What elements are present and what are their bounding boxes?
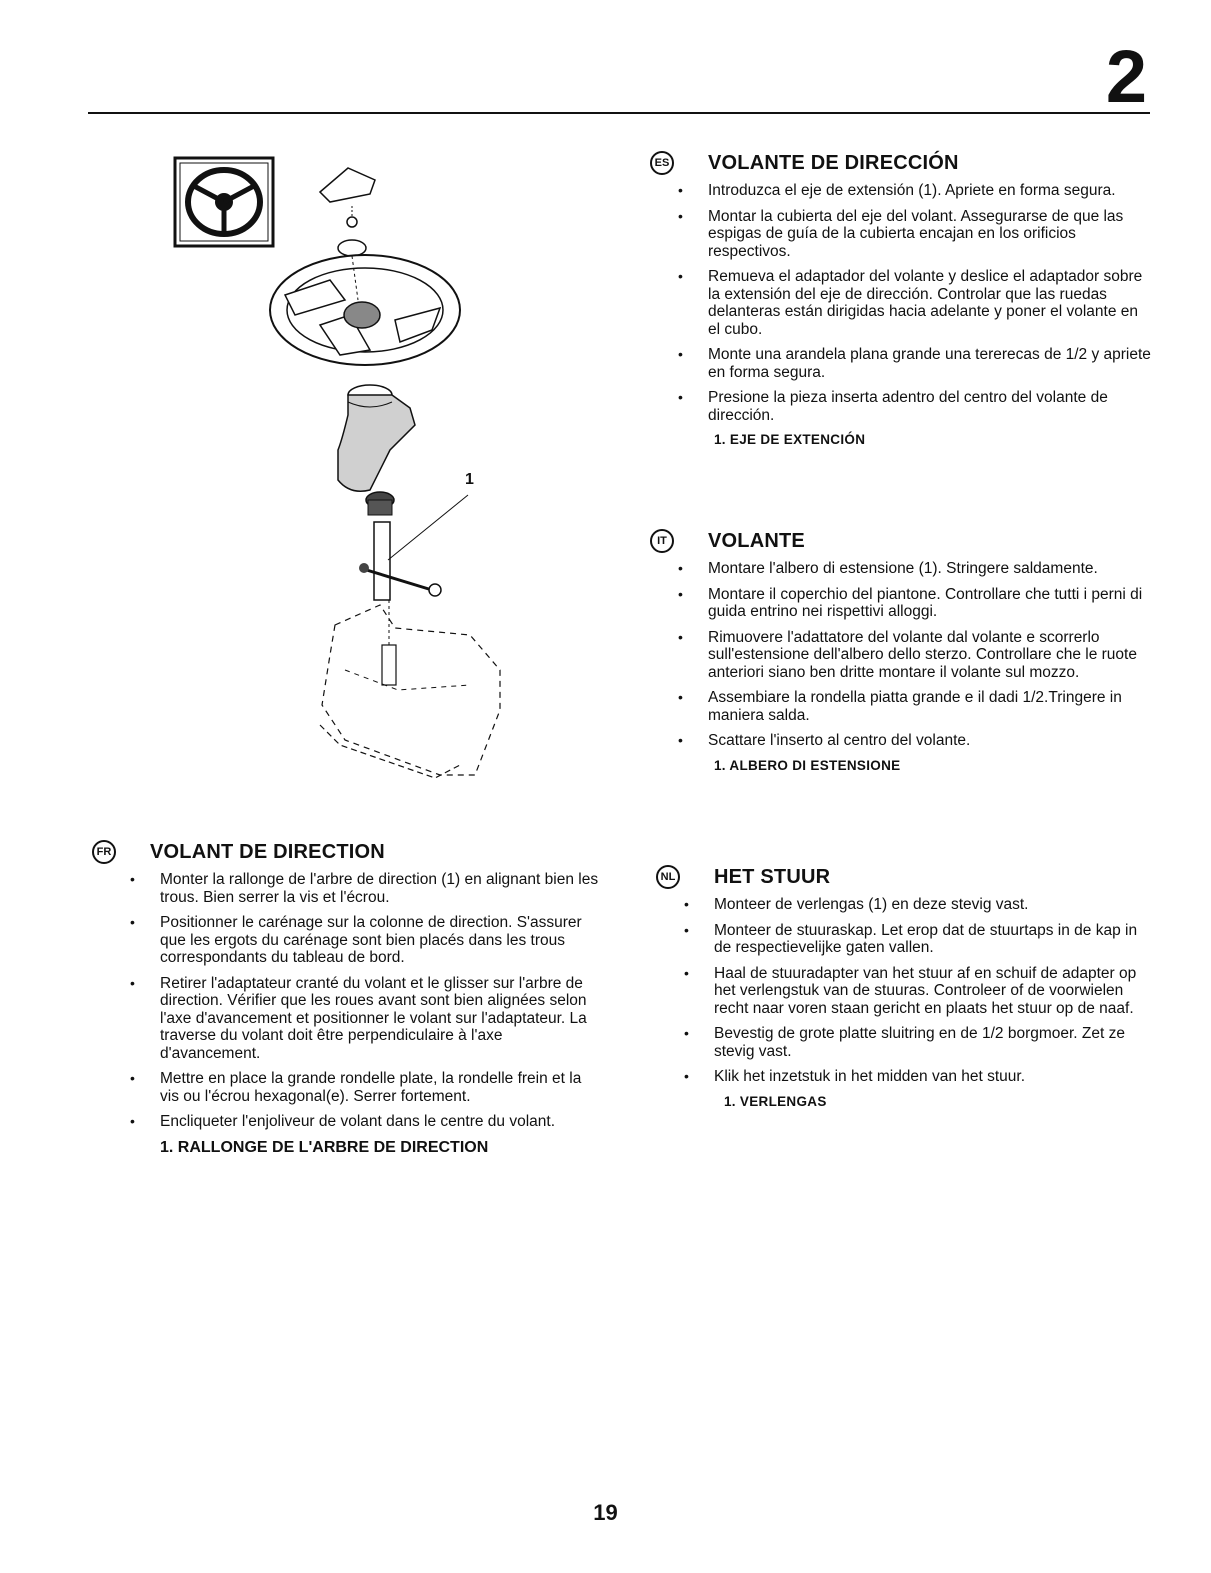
list-item: • Monteer de verlengas (1) en deze stevig vast. bbox=[714, 896, 1154, 914]
header-rule bbox=[88, 112, 1150, 114]
section-nl-header bbox=[660, 860, 1154, 894]
section-it bbox=[657, 524, 1154, 773]
list-item: • Presione la pieza inserta adentro del centro del volante de dirección. bbox=[708, 389, 1154, 424]
language-fr-icon: FR bbox=[92, 840, 116, 864]
section-es bbox=[654, 146, 1154, 447]
language-nl-icon: NL bbox=[656, 865, 680, 889]
list-item: • Monter la rallonge de l'arbre de direction (1) en alignant bien les trous. Bien serrer la vis et l'écrou. bbox=[160, 871, 600, 906]
section-nl-list bbox=[714, 896, 1154, 1086]
chapter-number: 2 bbox=[1105, 35, 1147, 118]
section-it-list bbox=[708, 560, 1154, 750]
language-es-icon: ES bbox=[650, 151, 674, 175]
section-es-legend: 1. EJE DE EXTENCIÓN bbox=[714, 432, 866, 447]
list-item: • Positionner le carénage sur la colonne de direction. S'assurer que les ergots du carénage sont bien placés dans les trous correspondants du tableau de bord. bbox=[160, 914, 600, 967]
steering-wheel-thumbnail-icon bbox=[175, 158, 273, 246]
section-fr-legend: 1. RALLONGE DE L'ARBRE DE DIRECTION bbox=[160, 1138, 489, 1156]
list-item: • Mettre en place la grande rondelle plate, la rondelle frein et la vis ou l'écrou hexagonal(e). Serrer fortement. bbox=[160, 1070, 600, 1105]
list-item: • Monteer de stuuraskap. Let erop dat de stuurtaps in de kap in de respectievelijke gaten vallen. bbox=[714, 922, 1154, 957]
list-item: • Retirer l'adaptateur cranté du volant et le glisser sur l'arbre de direction. Vérifier que les roues avant sont bien alignées selon l'axe d'avancement et positionner le volant sur l'adaptateur. La traverse du volant doit être perpendiculaire à l'axe d'avancement. bbox=[160, 975, 600, 1063]
list-item: • Montar la cubierta del eje del volant. Assegurarse de que las espigas de guía de la cubierta encajan en los orificios respectivos. bbox=[708, 208, 1154, 261]
section-nl bbox=[660, 860, 1154, 1109]
section-fr-header bbox=[96, 835, 600, 869]
list-item: • Monte una arandela plana grande una tererecas de 1/2 y apriete en forma segura. bbox=[708, 346, 1154, 381]
section-it-legend: 1. ALBERO DI ESTENSIONE bbox=[714, 757, 901, 773]
figure-callout-1: 1 bbox=[465, 471, 474, 488]
section-it-title: VOLANTE bbox=[708, 529, 805, 552]
section-es-title: VOLANTE DE DIRECCIÓN bbox=[708, 151, 959, 174]
steering-wheel-assembly-illustration bbox=[170, 150, 510, 800]
list-item: • Rimuovere l'adattatore del volante dal volante e scorrerlo sull'estensione dell'albero dello sterzo. Controllare che le ruote anteriori siano ben dritte montare il volante sul mozzo. bbox=[708, 629, 1154, 682]
list-item: • Bevestig de grote platte sluitring en de 1/2 borgmoer. Zet ze stevig vast. bbox=[714, 1025, 1154, 1060]
page-number: 19 bbox=[593, 1500, 618, 1525]
list-item: • Montare il coperchio del piantone. Controllare che tutti i perni di guida entrino nei rispettivi alloggi. bbox=[708, 586, 1154, 621]
list-item: • Scattare l'inserto al centro del volante. bbox=[708, 732, 1154, 750]
section-fr-list bbox=[160, 871, 600, 1131]
list-item: • Klik het inzetstuk in het midden van het stuur. bbox=[714, 1068, 1154, 1086]
list-item: • Montare l'albero di estensione (1). Stringere saldamente. bbox=[708, 560, 1154, 578]
list-item: • Haal de stuuradapter van het stuur af en schuif de adapter op het verlengstuk van de stuuras. Controleer of de voorwielen recht naar voren staan gericht en plaats het stuur op de naaf. bbox=[714, 965, 1154, 1018]
section-es-header bbox=[654, 146, 1154, 180]
section-nl-legend: 1. VERLENGAS bbox=[724, 1093, 827, 1109]
list-item: • Remueva el adaptador del volante y deslice el adaptador sobre la extensión del eje de dirección. Controlar que las ruedas delanteras están dirigidas hacia adelante y poner el volante en el cubo. bbox=[708, 268, 1154, 338]
list-item: • Introduzca el eje de extensión (1). Apriete en forma segura. bbox=[708, 182, 1154, 200]
section-nl-title: HET STUUR bbox=[714, 865, 831, 888]
section-es-list bbox=[708, 182, 1154, 424]
section-it-header bbox=[657, 524, 1154, 558]
section-fr-title: VOLANT DE DIRECTION bbox=[150, 840, 385, 863]
language-it-icon: IT bbox=[650, 529, 674, 553]
section-fr bbox=[96, 835, 600, 1157]
list-item: • Encliqueter l'enjoliveur de volant dans le centre du volant. bbox=[160, 1113, 600, 1131]
list-item: • Assembiare la rondella piatta grande e il dadi 1/2.Tringere in maniera salda. bbox=[708, 689, 1154, 724]
